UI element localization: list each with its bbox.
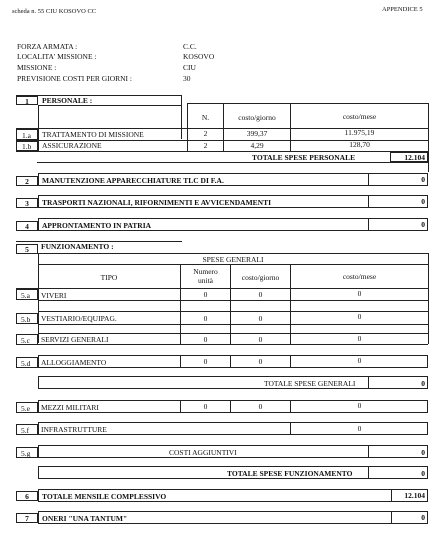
row-5c-n: 0 [203, 335, 208, 344]
section-3-number: 3 [25, 199, 29, 208]
row-5b-cm: 0 [357, 312, 362, 321]
row-5g-code-box [16, 447, 38, 458]
row-5f-label: INFRASTRUTTURE [41, 425, 107, 434]
info-label-missione: MISSIONE : [17, 63, 57, 72]
row-1a-n: 2 [203, 129, 208, 138]
info-label-localita: LOCALITA' MISSIONE : [17, 52, 97, 61]
row-1a-code-box [16, 129, 38, 140]
row-5a-cg: 0 [258, 290, 263, 299]
row-1b-costo-mese: 128,70 [349, 140, 370, 149]
row-5c-cg: 0 [258, 335, 263, 344]
row-5b-label: VESTIARIO/EQUIPAG. [41, 314, 117, 323]
row-5a-n: 0 [203, 290, 208, 299]
row-5a-code: 5.a [21, 291, 30, 300]
section-1-number: 1 [25, 97, 29, 106]
totale-funzionamento-value: 0 [421, 469, 425, 478]
section-7-number-box [16, 513, 38, 523]
col-header-costo-mese: costo/mese [342, 112, 377, 121]
row-5d-n: 0 [203, 357, 208, 366]
row-5a-code-box [16, 289, 38, 300]
section-7-box [38, 511, 428, 524]
section-3-title: TRASPORTI NAZIONALI, RIFORNIMENTI E AVVICENDAMENTI [42, 198, 272, 207]
section-6-title: TOTALE MENSILE COMPLESSIVO [42, 492, 167, 501]
row-5c-code: 5.c [21, 336, 30, 345]
info-value-localita: KOSOVO [183, 52, 215, 61]
totale-funzionamento-box [38, 466, 428, 479]
row-1b-label: ASSICURAZIONE [42, 141, 102, 150]
row-5g-code: 5.g [21, 449, 31, 458]
col-header-tipo: TIPO [100, 273, 118, 282]
col-header-numero: Numero [193, 267, 218, 276]
row-1a-label: TRATTAMENTO DI MISSIONE [42, 130, 144, 139]
section-5-title: FUNZIONAMENTO : [41, 242, 114, 251]
section-7-value: 0 [421, 513, 425, 522]
row-1b-code-box [16, 141, 38, 151]
section-5-number-box [16, 244, 38, 254]
row-5f-cm: 0 [357, 424, 362, 433]
section-2-box [38, 173, 428, 186]
totale-spese-generali-label: TOTALE SPESE GENERALI [264, 379, 356, 388]
info-value-giorni: 30 [183, 74, 191, 83]
row-5e-n: 0 [203, 402, 208, 411]
section-1-title: PERSONALE : [42, 96, 93, 105]
row-5d-cg: 0 [258, 357, 263, 366]
section-4-number: 4 [25, 222, 29, 231]
row-5c-cm: 0 [357, 334, 362, 343]
row-1b-code: 1.b [22, 142, 32, 151]
section-4-title: APPRONTAMENTO IN PATRIA [42, 221, 152, 230]
section-4-box [38, 218, 428, 231]
row-5g-label: COSTI AGGIUNTIVI [169, 448, 237, 457]
row-5b-cg: 0 [258, 314, 263, 323]
row-5f-code: 5.f [21, 426, 30, 435]
section-3-value: 0 [421, 197, 425, 206]
row-5d-label: ALLOGGIAMENTO [41, 358, 107, 367]
info-value-forza: C.C. [183, 42, 197, 51]
col-header-costo-giorno: costo/giorno [238, 113, 276, 122]
row-5e-label: MEZZI MILITARI [41, 403, 99, 412]
info-value-missione: CIU [183, 63, 196, 72]
info-label-forza: FORZA ARMATA : [17, 42, 78, 51]
info-label-giorni: PREVISIONE COSTI PER GIORNI : [17, 74, 133, 83]
section-4-value: 0 [421, 220, 425, 229]
row-1a-costo-mese: 11.975,19 [344, 128, 375, 137]
row-1b-costo-giorno: 4,29 [250, 141, 264, 150]
row-5e-cm: 0 [357, 401, 362, 410]
row-5c-code-box [16, 334, 38, 345]
col-header-costo-giorno-5: costo/giorno [241, 273, 280, 282]
totale-funzionamento-label: TOTALE SPESE FUNZIONAMENTO [227, 469, 353, 478]
section-6-number: 6 [25, 492, 29, 501]
total-personale-box [390, 152, 428, 162]
row-5g-value: 0 [421, 448, 425, 457]
row-5e-code: 5.e [21, 404, 30, 413]
row-1b-n: 2 [203, 141, 208, 150]
col-header-unita: unità [198, 276, 213, 285]
row-5b-code: 5.b [21, 315, 31, 324]
row-5c-label: SERVIZI GENERALI [41, 335, 109, 344]
row-5d-code: 5.d [21, 359, 31, 368]
section-2-value: 0 [421, 175, 425, 184]
section-3-number-box [16, 198, 38, 208]
section-7-number: 7 [25, 514, 29, 523]
section-1-number-box [16, 96, 38, 105]
row-5b-n: 0 [203, 314, 208, 323]
row-1a-costo-giorno: 399,37 [246, 129, 268, 138]
spese-generali-heading: SPESE GENERALI [202, 255, 264, 264]
row-5b-code-box [16, 313, 38, 324]
row-5f-code-box [16, 424, 38, 435]
scheda-label: scheda n. 55 CIU KOSOVO CC [12, 8, 97, 15]
totale-spese-generali-box [38, 376, 428, 389]
row-5g-box [38, 445, 428, 458]
row-5d-cm: 0 [357, 356, 362, 365]
row-5a-cm: 0 [357, 289, 362, 298]
col-header-costo-mese-5: costo/mese [342, 272, 377, 281]
section-7-title: ONERI "UNA TANTUM" [42, 514, 128, 523]
total-personale-label: TOTALE SPESE PERSONALE [252, 153, 356, 162]
totale-spese-generali-value: 0 [421, 379, 425, 388]
appendice-label: APPENDICE 5 [382, 6, 423, 13]
section-3-box [38, 195, 428, 208]
row-5e-code-box [16, 402, 38, 413]
col-header-n: N. [201, 113, 210, 122]
section-6-number-box [16, 491, 38, 501]
row-5a-label: VIVERI [41, 291, 67, 300]
row-5e-cg: 0 [258, 402, 263, 411]
section-2-number: 2 [25, 177, 29, 186]
row-5d-code-box [16, 357, 38, 368]
section-6-value: 12.104 [404, 491, 425, 500]
section-2-title: MANUTENZIONE APPARECCHIATURE TLC DI F.A. [42, 176, 224, 185]
row-1a-code: 1.a [22, 131, 31, 140]
section-5-number: 5 [25, 245, 29, 254]
section-6-box [38, 489, 428, 502]
section-2-number-box [16, 176, 38, 186]
total-personale-value: 12.104 [404, 153, 425, 162]
section-4-number-box [16, 221, 38, 231]
